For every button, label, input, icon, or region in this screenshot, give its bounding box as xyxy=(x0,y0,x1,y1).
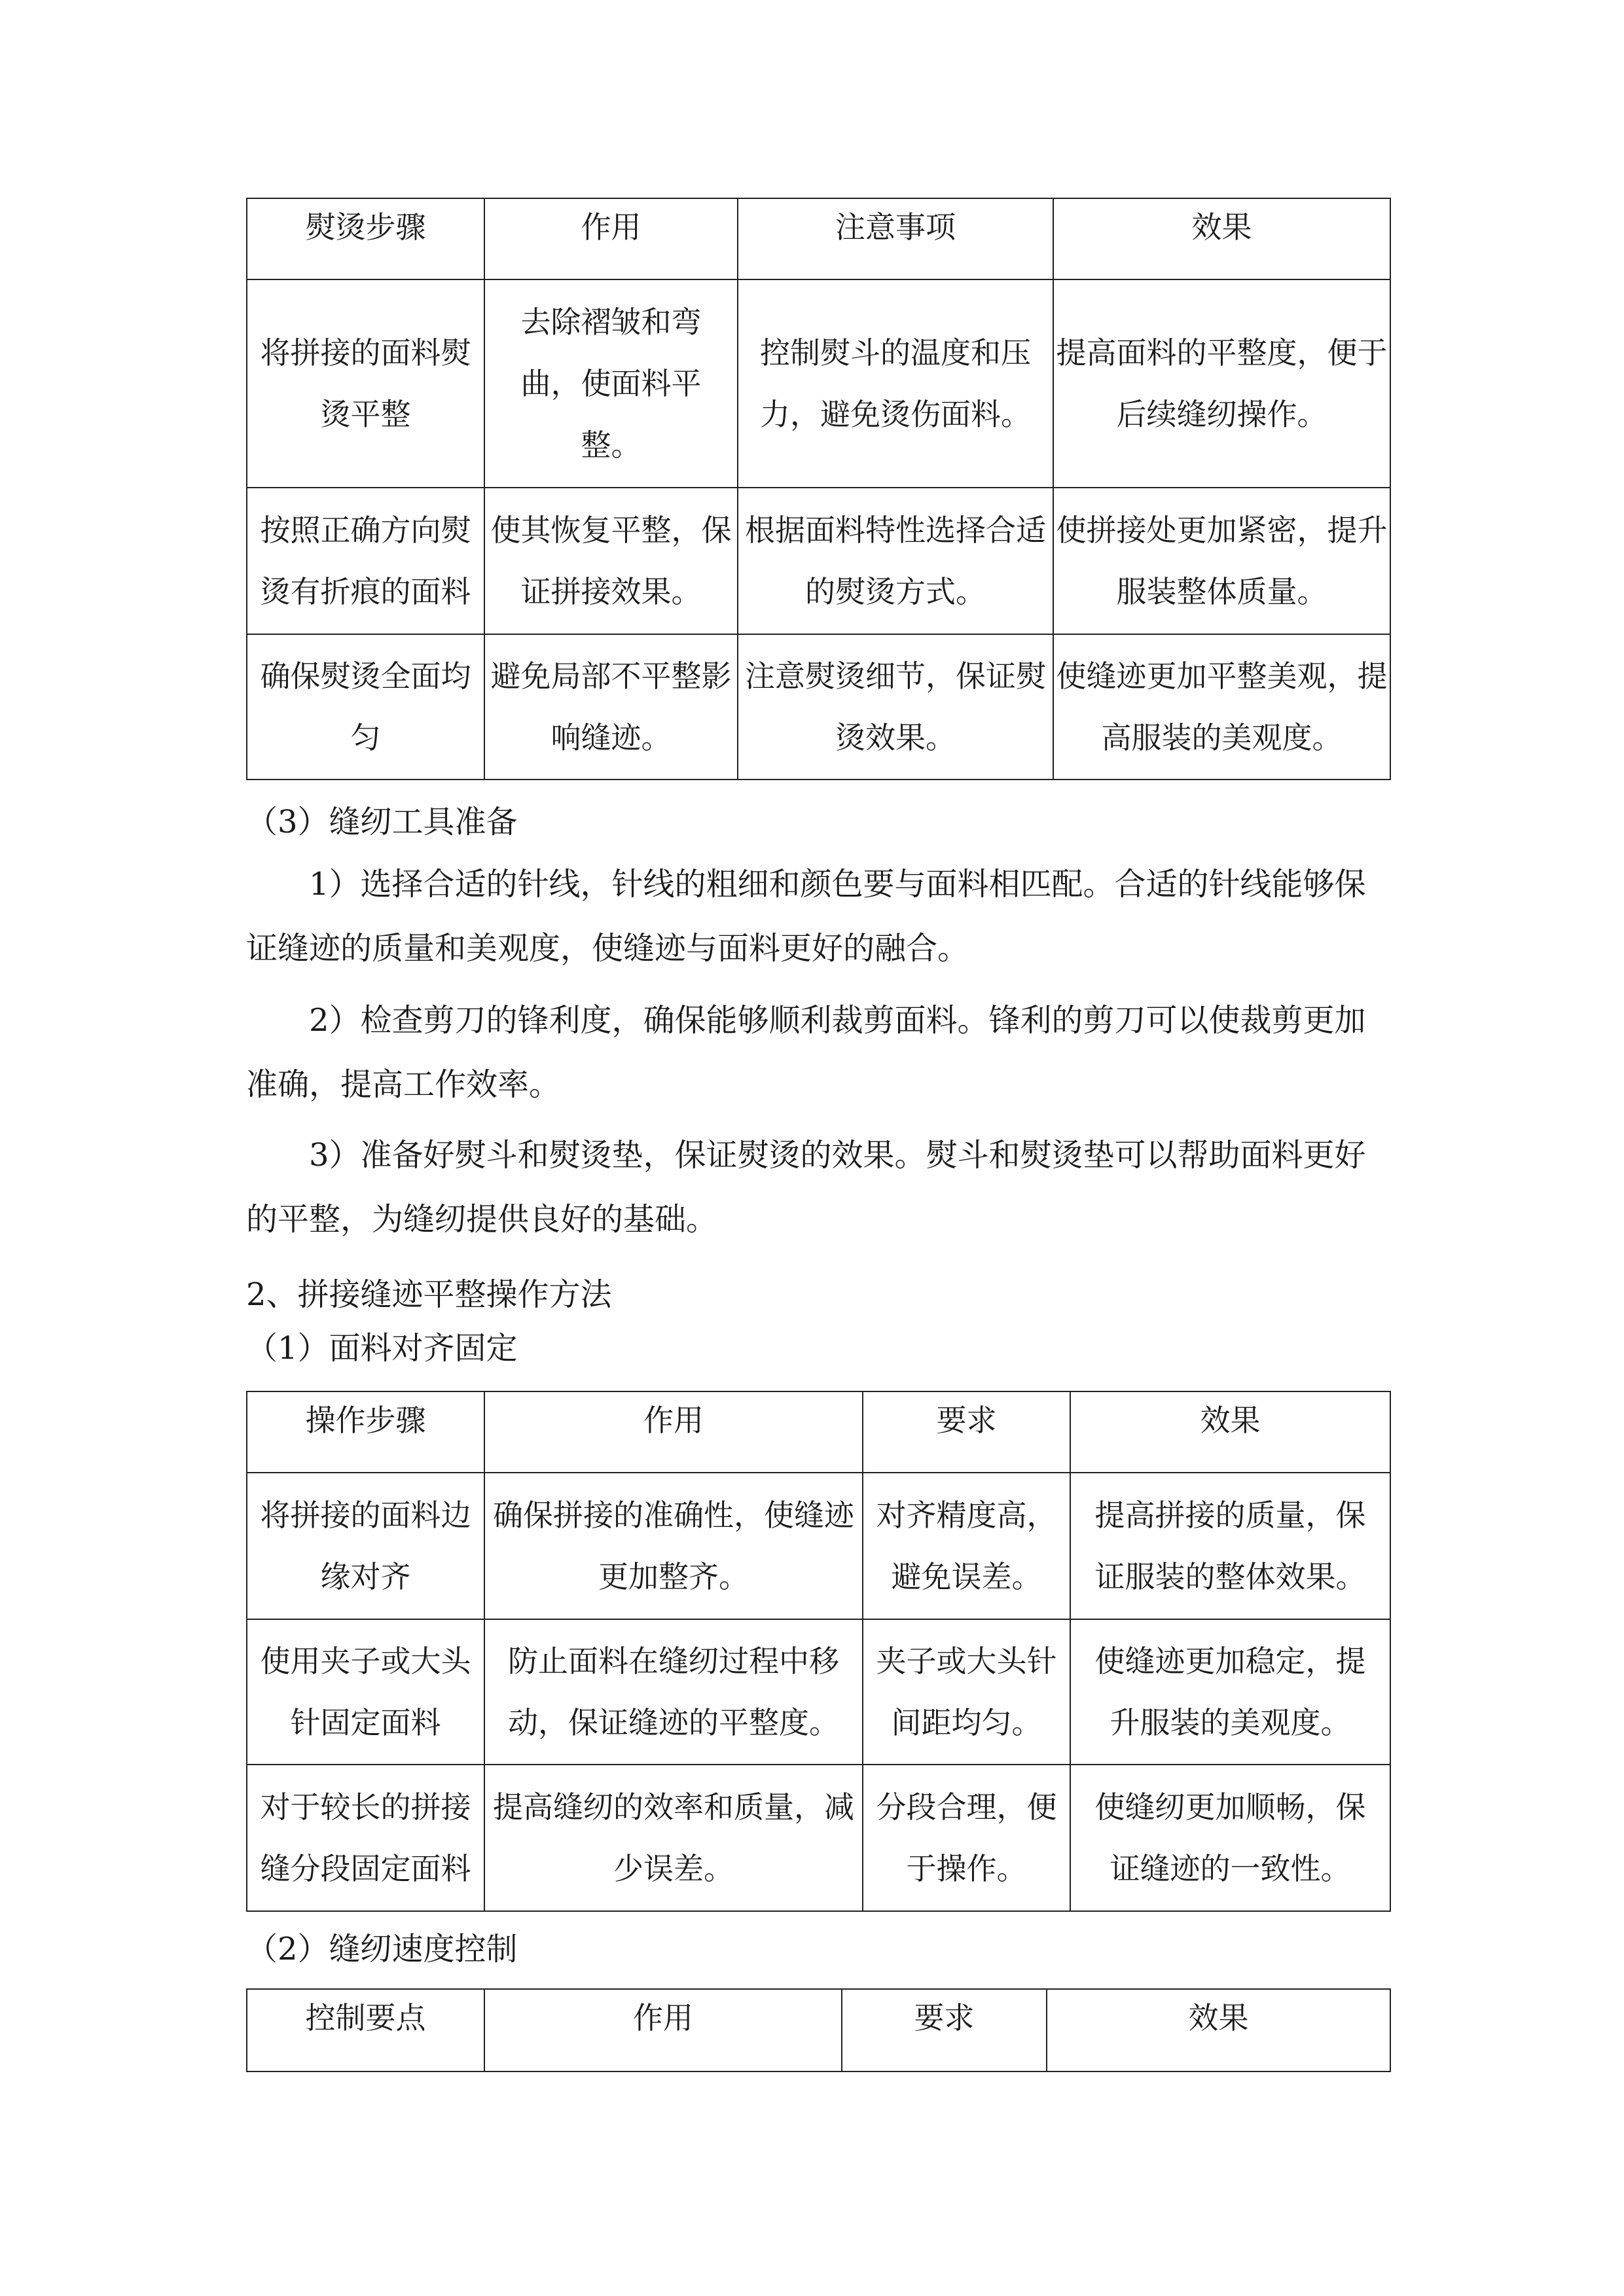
header-cell: 效果 xyxy=(1047,1989,1390,2072)
table-header-row xyxy=(247,198,1390,279)
table-cell: 防止面料在缝纫过程中移动，保证缝迹的平整度。 xyxy=(484,1619,863,1765)
table-cell: 提高面料的平整度，便于后续缝纫操作。 xyxy=(1053,279,1390,488)
table-cell: 确保拼接的准确性，使缝迹更加整齐。 xyxy=(484,1473,863,1619)
table-cell: 使其恢复平整，保证拼接效果。 xyxy=(484,488,738,634)
header-cell: 效果 xyxy=(1070,1391,1390,1473)
table-cell: 使缝纫更加顺畅，保证缝迹的一致性。 xyxy=(1070,1765,1390,1911)
table-row xyxy=(247,634,1390,780)
table-cell: 将拼接的面料熨烫平整 xyxy=(247,279,484,488)
table-row xyxy=(247,1619,1390,1765)
header-cell: 控制要点 xyxy=(247,1989,484,2072)
table-cell: 对于较长的拼接缝分段固定面料 xyxy=(247,1765,484,1911)
header-cell: 作用 xyxy=(484,198,738,279)
header-cell: 作用 xyxy=(484,1391,863,1473)
table-cell: 避免局部不平整影响缝迹。 xyxy=(484,634,738,780)
table-cell: 对齐精度高，避免误差。 xyxy=(863,1473,1070,1619)
table-cell: 确保熨烫全面均匀 xyxy=(247,634,484,780)
header-cell: 操作步骤 xyxy=(247,1391,484,1473)
ironing-table xyxy=(246,198,1391,780)
table-cell: 注意熨烫细节，保证熨烫效果。 xyxy=(738,634,1053,780)
table-row xyxy=(247,488,1390,634)
header-cell: 作用 xyxy=(484,1989,842,2072)
paragraph-scissors: 2）检查剪刀的锋利度，确保能够顺利裁剪面料。锋利的剪刀可以使裁剪更加准确，提高工作效率。 xyxy=(246,1002,1366,1103)
header-cell: 要求 xyxy=(863,1391,1070,1473)
header-cell: 效果 xyxy=(1053,198,1390,279)
table-cell: 使拼接处更加紧密，提升服装整体质量。 xyxy=(1053,488,1390,634)
section-heading-tools: （3）缝纫工具准备 xyxy=(246,804,518,840)
table-header-row xyxy=(247,1391,1390,1473)
subsection-heading-align: （1）面料对齐固定 xyxy=(246,1330,518,1367)
speed-control-table xyxy=(246,1988,1391,2072)
table-cell: 根据面料特性选择合适的熨烫方式。 xyxy=(738,488,1053,634)
section-heading-methods: 2、拼接缝迹平整操作方法 xyxy=(246,1276,612,1313)
paragraph-thread: 1）选择合适的针线，针线的粗细和颜色要与面料相匹配。合适的针线能够保证缝迹的质量和美观度，使缝迹与面料更好的融合。 xyxy=(246,866,1366,967)
header-cell: 注意事项 xyxy=(738,198,1053,279)
subsection-heading-speed: （2）缝纫速度控制 xyxy=(246,1931,518,1967)
table-cell: 使缝迹更加平整美观，提高服装的美观度。 xyxy=(1053,634,1390,780)
table-header-row xyxy=(247,1989,1390,2072)
table-cell: 提高缝纫的效率和质量，减少误差。 xyxy=(484,1765,863,1911)
table-row xyxy=(247,1765,1390,1911)
table-cell: 控制熨斗的温度和压力，避免烫伤面料。 xyxy=(738,279,1053,488)
table-cell: 去除褶皱和弯曲，使面料平整。 xyxy=(484,279,738,488)
table-row xyxy=(247,279,1390,488)
table-row xyxy=(247,1473,1390,1619)
table-cell: 分段合理，便于操作。 xyxy=(863,1765,1070,1911)
table-cell: 将拼接的面料边缘对齐 xyxy=(247,1473,484,1619)
alignment-table xyxy=(246,1391,1391,1912)
table-cell: 使用夹子或大头针固定面料 xyxy=(247,1619,484,1765)
table-cell: 按照正确方向熨烫有折痕的面料 xyxy=(247,488,484,634)
table-cell: 提高拼接的质量，保证服装的整体效果。 xyxy=(1070,1473,1390,1619)
paragraph-iron: 3）准备好熨斗和熨烫垫，保证熨烫的效果。熨斗和熨烫垫可以帮助面料更好的平整，为缝纫提供良好的基础。 xyxy=(246,1137,1366,1238)
header-cell: 熨烫步骤 xyxy=(247,198,484,279)
header-cell: 要求 xyxy=(842,1989,1047,2072)
table-cell: 使缝迹更加稳定，提升服装的美观度。 xyxy=(1070,1619,1390,1765)
table-cell: 夹子或大头针间距均匀。 xyxy=(863,1619,1070,1765)
